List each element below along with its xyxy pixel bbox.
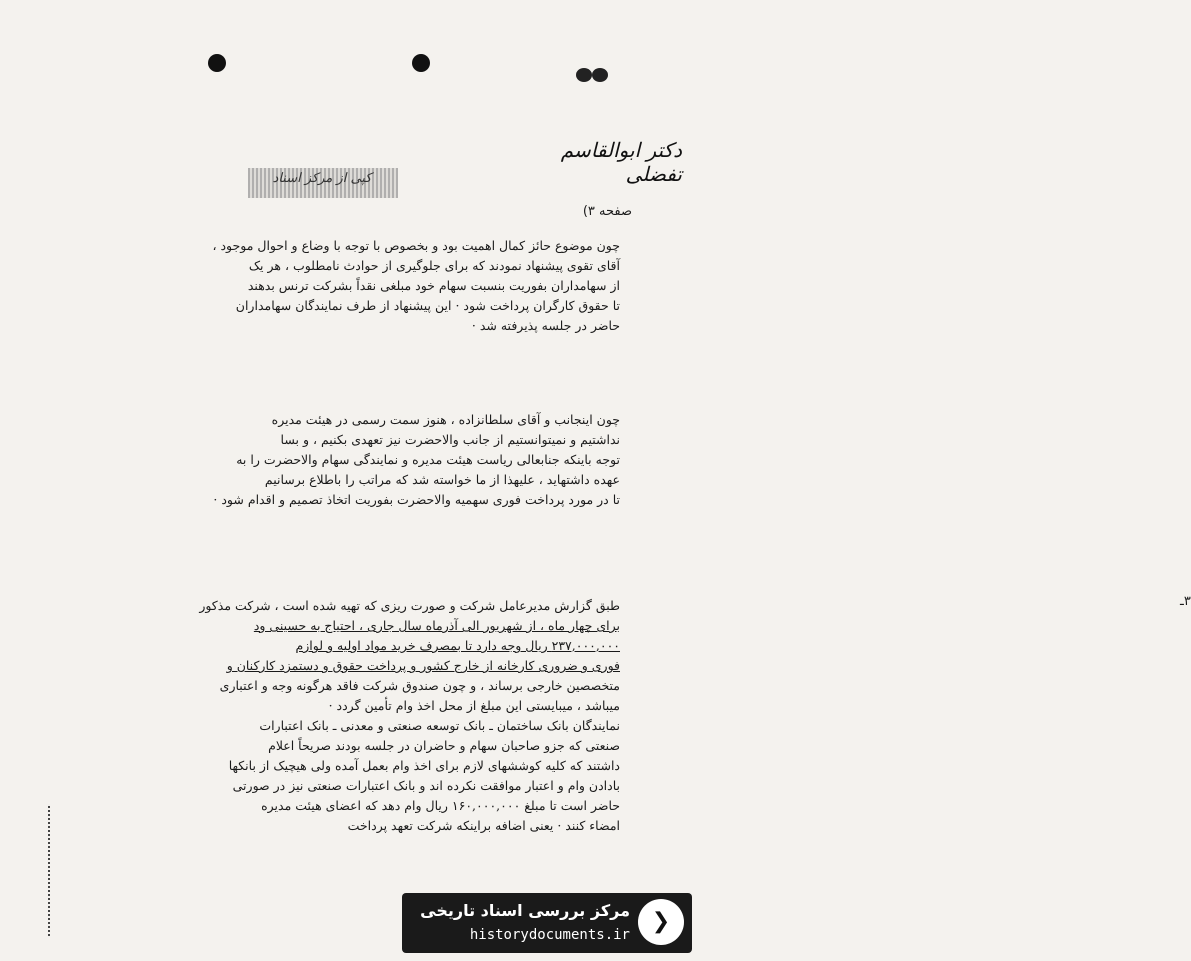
text-line: حاضر در جلسه پذیرفته شد · (471, 318, 620, 333)
text-line: آقای تقوی پیشنهاد نمودند که برای جلوگیری از حوادث نامطلوب ، هر یک (248, 258, 620, 273)
margin-dotted-line (48, 806, 51, 936)
archive-logo-icon: ❯ (638, 899, 684, 945)
text-line: ۲۳۷,۰۰۰,۰۰۰ ریال وجه دارد تا بمصرف خرید مواد اولیه و لوازم (295, 638, 620, 653)
ink-mark (576, 68, 592, 82)
text-line: چون موضوع حائز کمال اهمیت بود و بخصوص با توجه با وضاع و احوال موجود ، (212, 238, 620, 253)
text-line: برای چهار ماه ، از شهریور الی آذرماه سال جاری ، احتیاج به حسینی ود (253, 618, 620, 633)
text-line: متخصصین خارجی برساند ، و چون صندوق شرکت فاقد هرگونه وجه و اعتباری (219, 678, 620, 693)
text-line: صنعتی که جزو صاحبان سهام و حاضران در جلسه بودند صریحاً اعلام (268, 738, 620, 753)
watermark-title: مرکز بررسی اسناد تاریخی (420, 901, 630, 920)
stamp-text: کپی از مرکز اسناد (272, 171, 372, 186)
text-line: نمایندگان بانک ساختمان ـ بانک توسعه صنعتی و معدنی ـ بانک اعتبارات (259, 718, 620, 733)
ink-mark (592, 68, 608, 82)
watermark-banner (402, 893, 692, 953)
text-line: از سهامداران بفوریت بنسبت سهام خود مبلغی نقداً بشرکت ترنس بدهند (247, 278, 620, 293)
text-line: امضاء کنند · یعنی اضافه براینکه شرکت تعهد پرداخت (347, 818, 620, 833)
punch-hole (208, 54, 226, 72)
text-line: چون اینجانب و آقای سلطانزاده ، هنوز سمت رسمی در هیئت مدیره (271, 412, 620, 427)
text-line: فوری و ضروری کارخانه از خارج کشور و پرداخت حقوق و دستمزد کارکنان و (226, 658, 620, 673)
text-line: میباشد ، میبایستی این مبلغ از محل اخذ وام تأمین گردد · (328, 698, 620, 713)
paragraph-1 (60, 236, 620, 336)
page-number: صفحه ۳) (582, 204, 632, 219)
text-line: داشتند که کلیه کوششهای لازم برای اخذ وام بعمل آمده ولی هیچیک از بانکها (228, 758, 620, 773)
text-line: طبق گزارش مدیرعامل شرکت و صورت ریزی که تهیه شده است ، شرکت مذکور (199, 598, 620, 613)
text-line: تا حقوق کارگران پرداخت شود · این پیشنهاد از طرف نمایندگان سهامداران (235, 298, 620, 313)
punch-hole (412, 54, 430, 72)
paragraph-3 (60, 596, 620, 836)
text-line: عهده داشتهاید ، علیهذا از ما خواسته شد که مراتب را باطلاع برسانیم (264, 472, 620, 487)
signature-header: دکتر ابوالقاسم تفضلی (560, 138, 682, 186)
text-line: توجه باینکه جنابعالی ریاست هیئت مدیره و نمایندگی سهام والاحضرت را به (236, 452, 620, 467)
text-line: تا در مورد پرداخت فوری سهمیه والاحضرت بفوریت اتخاذ تصمیم و اقدام شود · (213, 492, 620, 507)
watermark-url: historydocuments.ir (469, 927, 630, 943)
text-line: نداشتیم و نمیتوانستیم از جانب والاحضرت نیز تعهدی بکنیم ، و بسا (280, 432, 620, 447)
item-number-text: ۳ـ (1180, 594, 1191, 609)
text-line: حاضر است تا مبلغ ۱۶۰,۰۰۰,۰۰۰ ریال وام دهد که اعضای هیئت مدیره (261, 798, 620, 813)
paragraph-2 (60, 410, 620, 510)
text-line: بادادن وام و اعتبار موافقت نکرده اند و بانک اعتبارات صنعتی نیز در صورتی (232, 778, 620, 793)
